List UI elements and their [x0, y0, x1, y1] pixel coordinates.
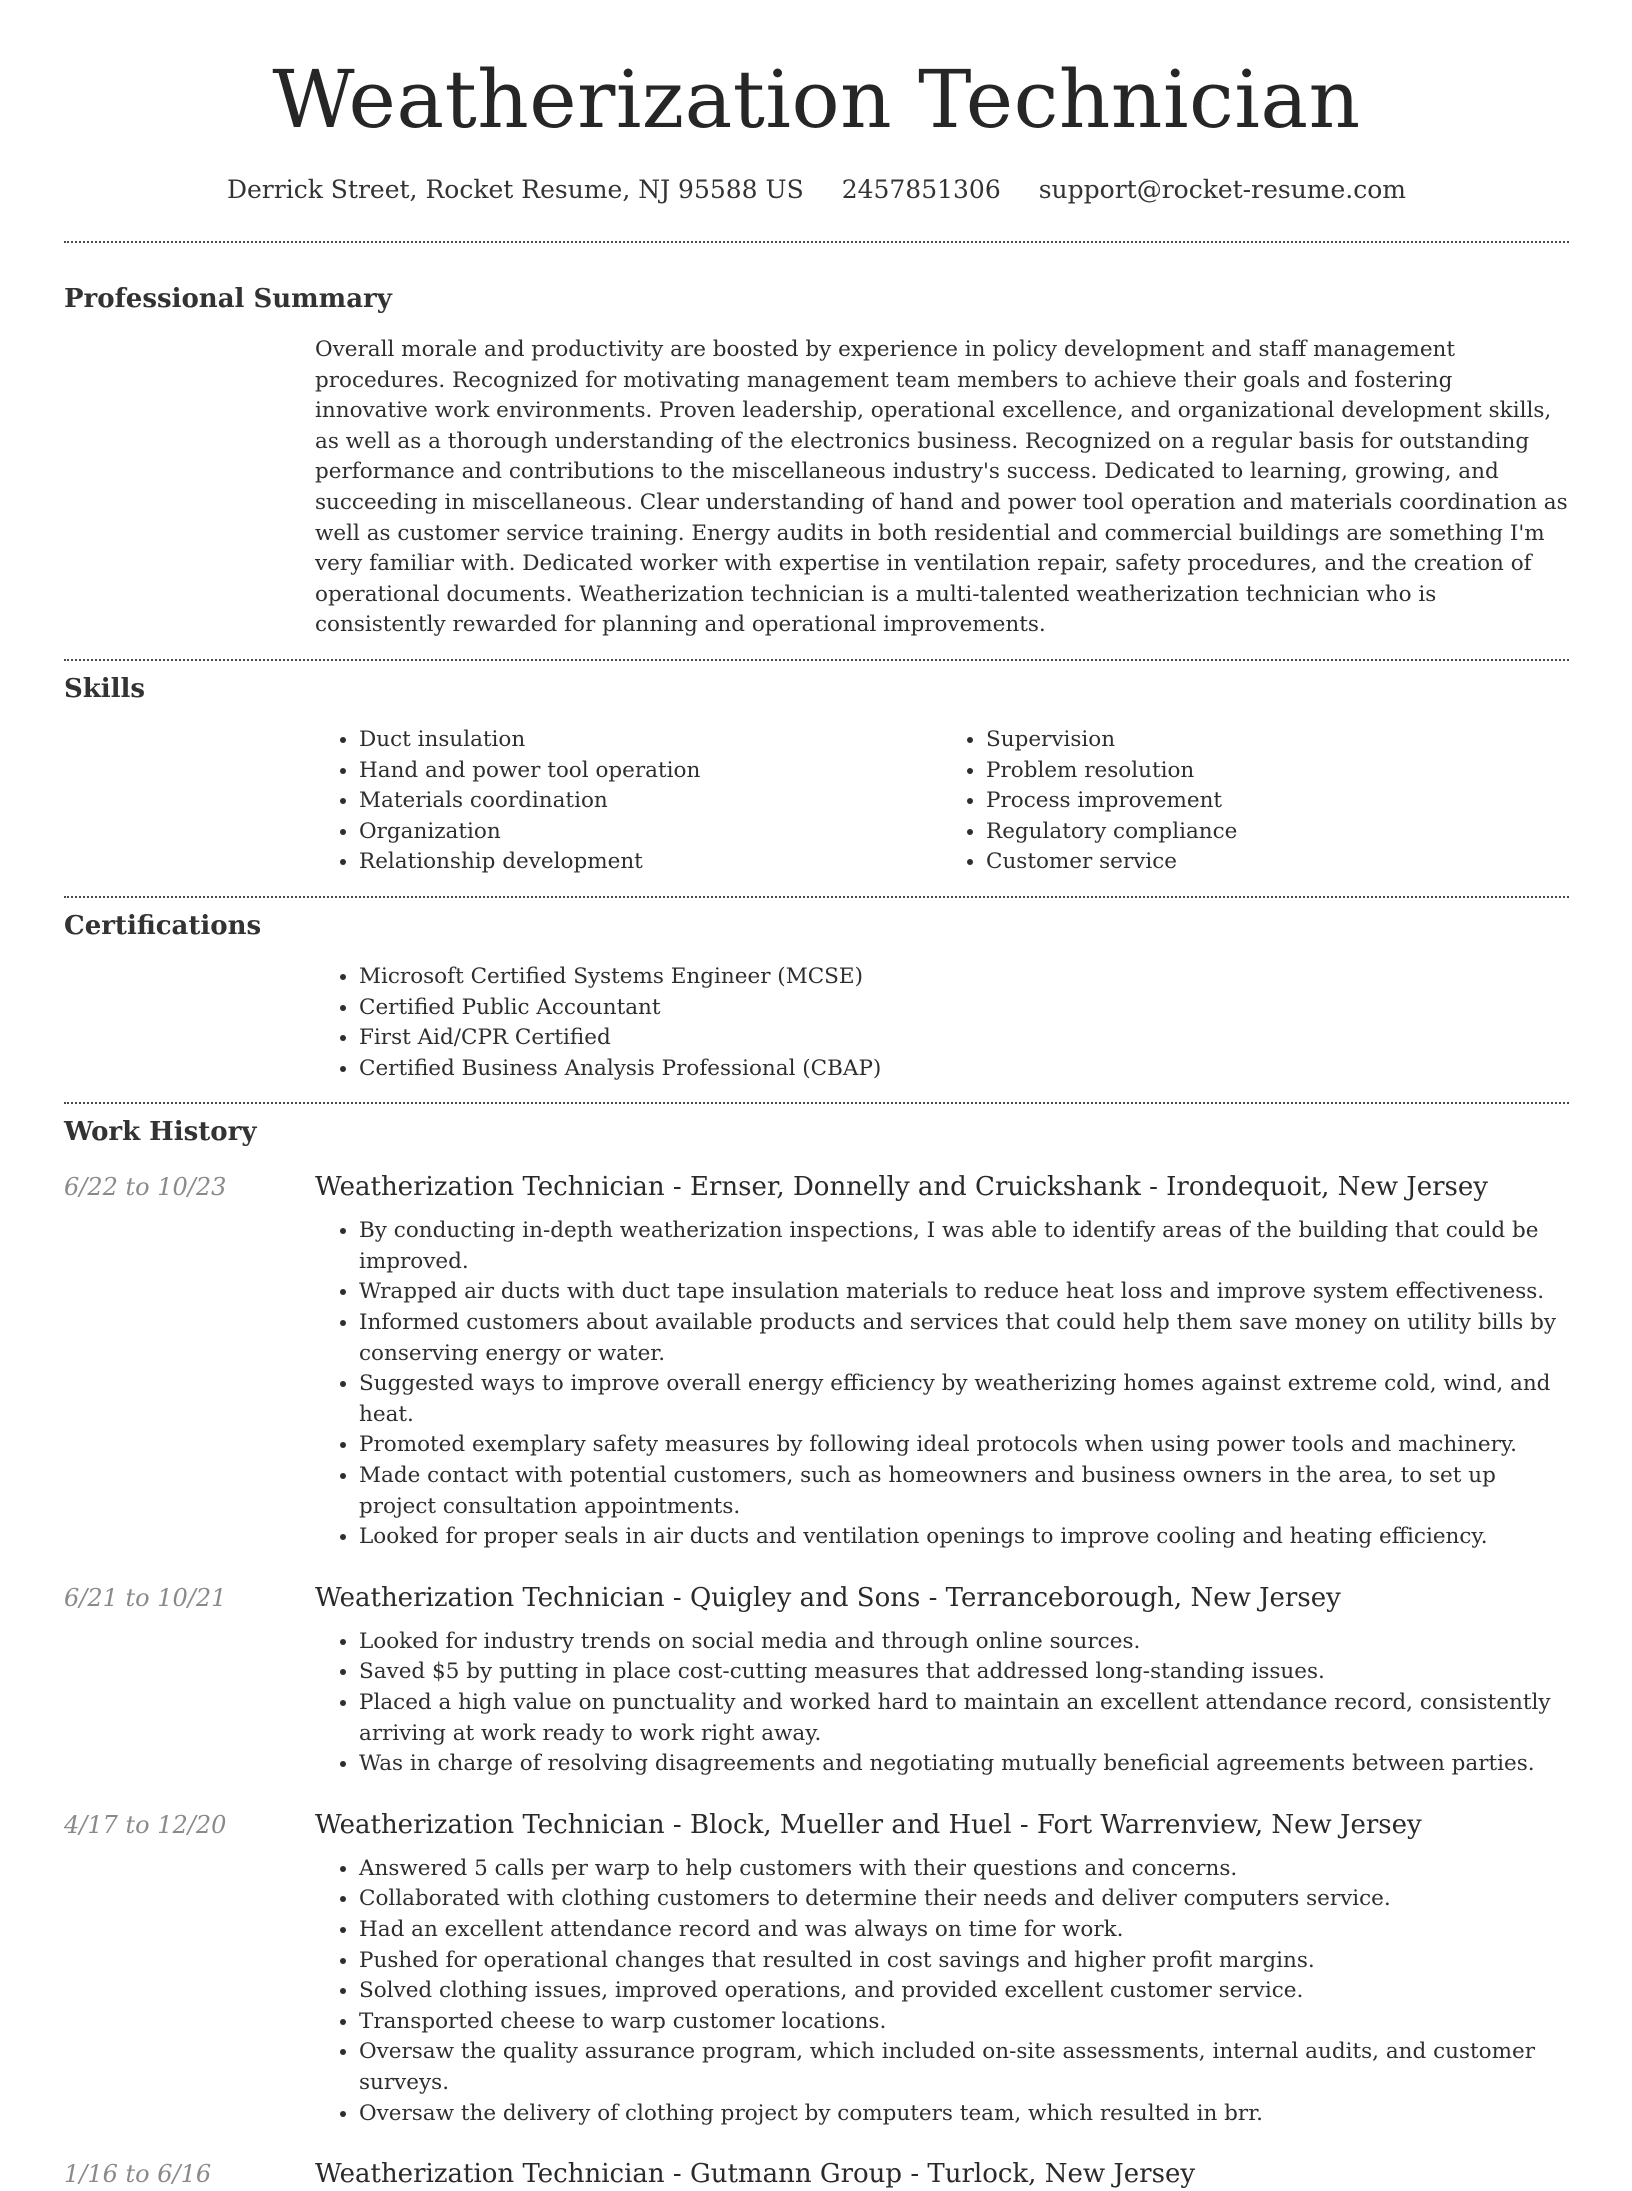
- skills-column-left: [315, 725, 942, 878]
- divider: [64, 659, 1569, 661]
- skills-column-right: [942, 725, 1569, 878]
- email: support@rocket-resume.com: [1038, 175, 1407, 204]
- divider: [64, 896, 1569, 898]
- list-item: • Looked for industry trends on social media and through online sources.: [359, 1627, 1569, 1658]
- list-item: • Was in charge of resolving disagreements and negotiating mutually beneficial agreements between parties.: [359, 1749, 1569, 1780]
- list-item: • Saved $5 by putting in place cost-cutting measures that addressed long-standing issues.: [359, 1657, 1569, 1688]
- list-item: • Promoted exemplary safety measures by following ideal protocols when using power tools and machinery.: [359, 1430, 1569, 1461]
- list-item: • By conducting in-depth weatherization inspections, I was able to identify areas of the building that could be improved.: [359, 1216, 1569, 1277]
- list-item: • Looked for proper seals in air ducts and ventilation openings to improve cooling and heating efficiency.: [359, 1522, 1569, 1553]
- job-title: Weatherization Technician - Gutmann Group - Turlock, New Jersey: [315, 2159, 1196, 2190]
- job-dates: 6/22 to 10/23: [64, 1173, 227, 1202]
- skills-list: [315, 725, 1569, 878]
- list-item: • Wrapped air ducts with duct tape insulation materials to reduce heat loss and improve system effectiveness.: [359, 1277, 1569, 1308]
- list-item: • Organization: [359, 817, 942, 848]
- list-item: • Placed a high value on punctuality and worked hard to maintain an excellent attendance record, consistently arriving at work ready to work right away.: [359, 1688, 1569, 1749]
- job-title: Weatherization Technician - Block, Mueller and Huel - Fort Warrenview, New Jersey: [315, 1809, 1422, 1840]
- section-title-work-history: Work History: [64, 1117, 257, 1148]
- list-item: • Certified Business Analysis Professional (CBAP): [359, 1054, 1569, 1085]
- resume-page: [64, 0, 1569, 2191]
- divider: [64, 1102, 1569, 1104]
- job-dates: 6/21 to 10/21: [64, 1583, 227, 1612]
- list-item: • Hand and power tool operation: [359, 756, 942, 787]
- resume-name: Weatherization Technician: [272, 53, 1361, 146]
- list-item: • Microsoft Certified Systems Engineer (MCSE): [359, 962, 1569, 993]
- list-item: • Made contact with potential customers, such as homeowners and business owners in the area, to set up project consultation appointments.: [359, 1461, 1569, 1522]
- job-title: Weatherization Technician - Ernser, Donnelly and Cruickshank - Irondequoit, New Jersey: [315, 1172, 1488, 1203]
- list-item: • Materials coordination: [359, 786, 942, 817]
- summary-text: Overall morale and productivity are boosted by experience in policy development and staff management procedures. Recognized for motivating management team members to achieve their goals and fostering innovative work environments. Proven leadership, operational excellence, and organizational development skills, as well as a thorough understanding of the electronics business. Recognized on a regular basis for outstanding performance and contributions to the miscellaneous industry's success. Dedicated to learning, growing, and succeeding in miscellaneous. Clear understanding of hand and power tool operation and materials coordination as well as customer service training. Energy audits in both residential and commercial buildings are something I'm very familiar with. Dedicated worker with expertise in ventilation repair, safety procedures, and the creation of operational documents. Weatherization technician is a multi-talented weatherization technician who is consistently rewarded for planning and operational improvements.: [315, 337, 1568, 638]
- job-entry: [64, 1808, 1569, 2129]
- list-item: • Answered 5 calls per warp to help customers with their questions and concerns.: [359, 1854, 1569, 1885]
- divider: [64, 241, 1569, 243]
- list-item: • First Aid/CPR Certified: [359, 1023, 1569, 1054]
- list-item: • Informed customers about available products and services that could help them save money on utility bills by conserving energy or water.: [359, 1308, 1569, 1369]
- section-title-skills: Skills: [64, 673, 146, 704]
- list-item: • Problem resolution: [986, 756, 1569, 787]
- section-title-summary: Professional Summary: [64, 284, 392, 314]
- job-header: [64, 2157, 1569, 2191]
- job-header: [64, 1170, 1569, 1204]
- phone: 2457851306: [841, 175, 1001, 204]
- list-item: • Process improvement: [986, 786, 1569, 817]
- job-bullets: [315, 1627, 1569, 1780]
- list-item: • Suggested ways to improve overall energy efficiency by weatherizing homes against extreme cold, wind, and heat.: [359, 1369, 1569, 1430]
- job-dates: 1/16 to 6/16: [64, 2160, 212, 2189]
- address: Derrick Street, Rocket Resume, NJ 95588 US: [226, 175, 804, 204]
- list-item: • Duct insulation: [359, 725, 942, 756]
- list-item: • Pushed for operational changes that resulted in cost savings and higher profit margins.: [359, 1946, 1569, 1977]
- job-header: [64, 1581, 1569, 1615]
- job-bullets: [315, 1216, 1569, 1553]
- list-item: • Collaborated with clothing customers to determine their needs and deliver computers service.: [359, 1884, 1569, 1915]
- job-entry: [64, 1170, 1569, 1553]
- list-item: • Oversaw the delivery of clothing project by computers team, which resulted in brr.: [359, 2099, 1569, 2130]
- list-item: • Regulatory compliance: [986, 817, 1569, 848]
- list-item: • Oversaw the quality assurance program, which included on-site assessments, internal audits, and customer surveys.: [359, 2037, 1569, 2098]
- list-item: • Supervision: [986, 725, 1569, 756]
- list-item: • Had an excellent attendance record and was always on time for work.: [359, 1915, 1569, 1946]
- contact-line: [64, 174, 1569, 206]
- job-title: Weatherization Technician - Quigley and Sons - Terranceborough, New Jersey: [315, 1582, 1341, 1613]
- job-dates: 4/17 to 12/20: [64, 1810, 227, 1839]
- list-item: • Solved clothing issues, improved operations, and provided excellent customer service.: [359, 1976, 1569, 2007]
- job-bullets: [315, 1854, 1569, 2129]
- job-entry: [64, 2157, 1569, 2191]
- certifications-list: [315, 962, 1569, 1084]
- list-item: • Relationship development: [359, 847, 942, 878]
- list-item: • Transported cheese to warp customer locations.: [359, 2007, 1569, 2038]
- job-header: [64, 1808, 1569, 1842]
- job-entry: [64, 1581, 1569, 1780]
- section-title-certifications: Certifications: [64, 910, 262, 941]
- list-item: • Certified Public Accountant: [359, 993, 1569, 1024]
- list-item: • Customer service: [986, 847, 1569, 878]
